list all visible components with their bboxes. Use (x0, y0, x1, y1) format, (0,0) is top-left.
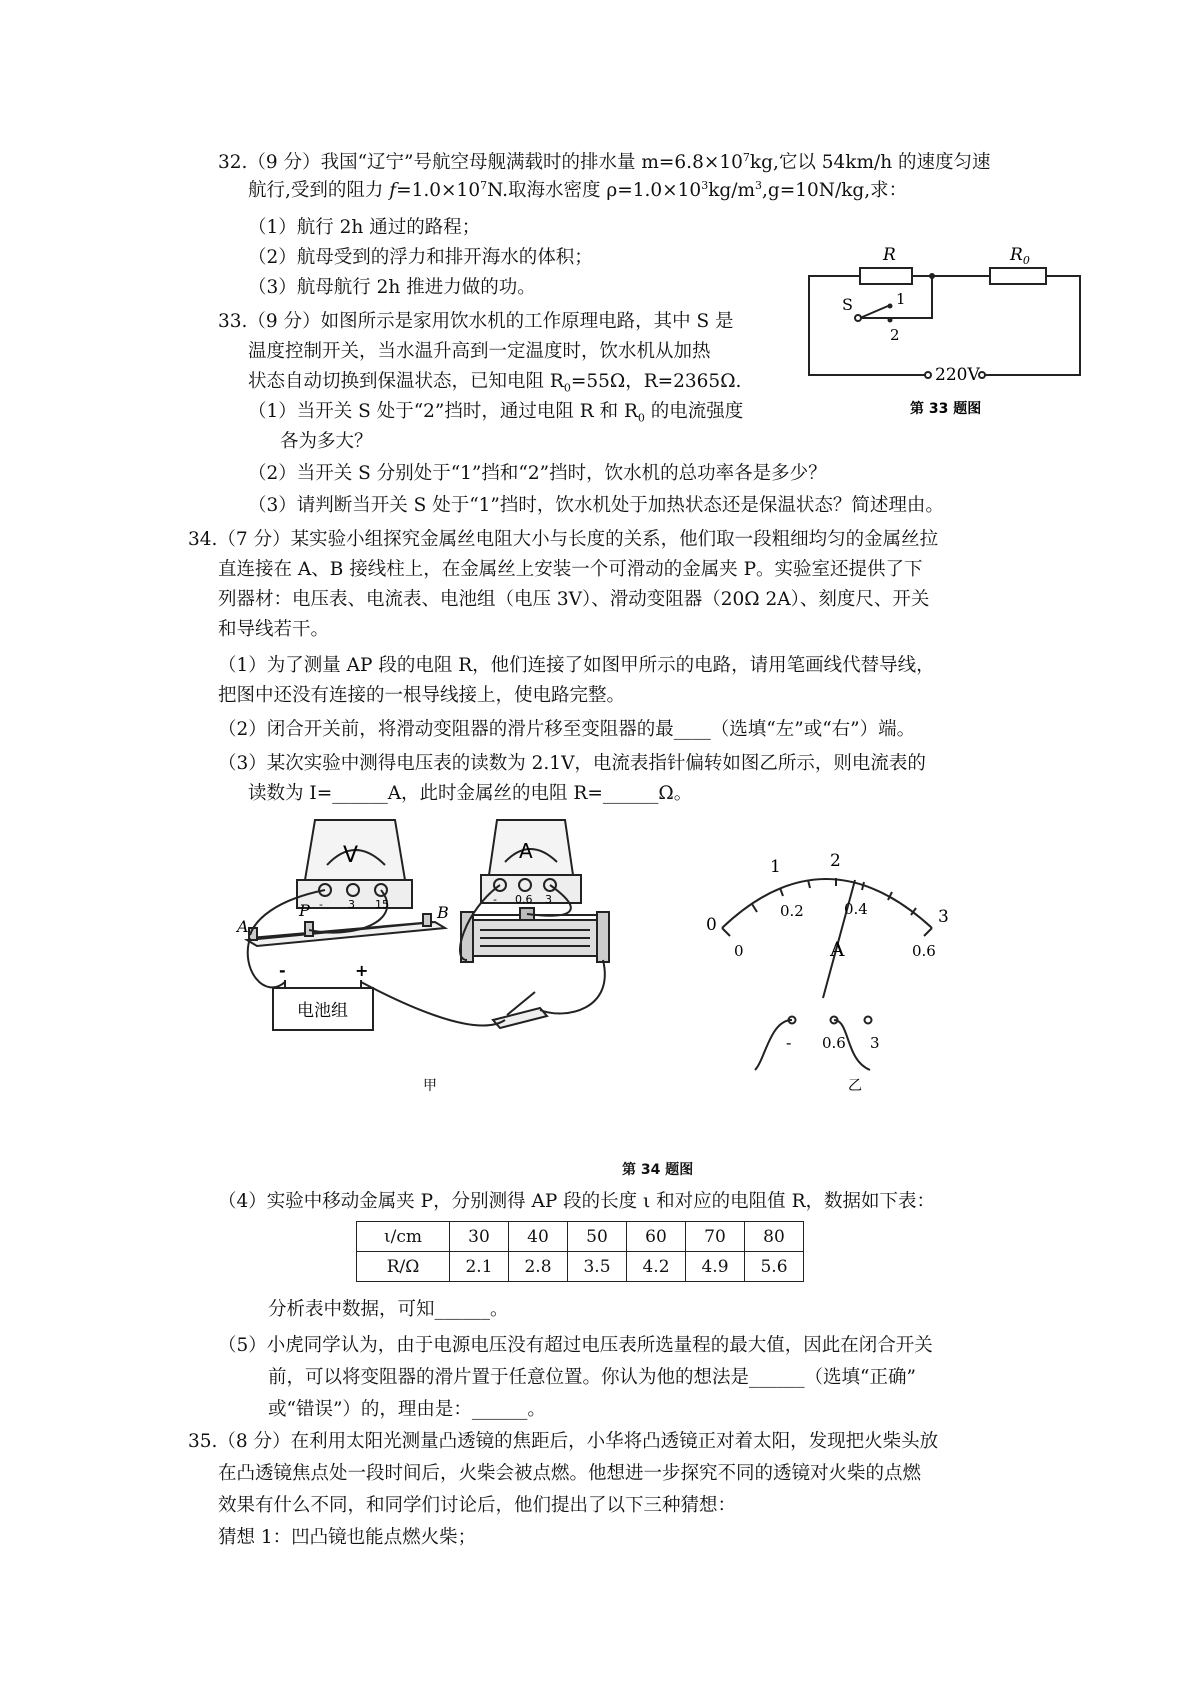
q32-sub-1: （1）航行 2h 通过的路程； (248, 217, 481, 238)
label-pos-1: 1 (896, 290, 906, 308)
label-S: S (842, 295, 853, 314)
q33-figure-caption: 第 33 题图 (910, 401, 982, 417)
svg-text:3: 3 (348, 898, 355, 911)
q35-line-3: 效果有什么不同，和同学们讨论后，他们提出了以下三种猜想： (218, 1495, 737, 1516)
q33-sub-1-cont: 各为多大？ (280, 431, 373, 452)
clip-P: P (299, 901, 310, 920)
table-row: R/Ω 2.1 2.8 3.5 4.2 4.9 5.6 (357, 1252, 804, 1282)
svg-text:0: 0 (734, 942, 744, 960)
q34-line-1: 34.（7 分）某实验小组探究金属丝电阻大小与长度的关系，他们取一段粗细均匀的金属丝拉 (188, 529, 939, 550)
svg-text:0: 0 (706, 915, 717, 935)
figure-jia-label: 甲 (423, 1078, 437, 1094)
svg-text:3: 3 (870, 1034, 880, 1052)
q34-line-3: 列器材：电压表、电流表、电池组（电压 3V）、滑动变阻器（20Ω 2A）、刻度尺、开关 (218, 589, 930, 610)
ammeter-label: A (519, 839, 533, 863)
q34-sub-1-cont: 把图中还没有连接的一根导线接上，使电路完整。 (218, 685, 626, 706)
q34-sub-1: （1）为了测量 AP 段的电阻 R，他们连接了如图甲所示的电路，请用笔画线代替导线， (218, 655, 935, 676)
q34-sub-2: （2）闭合开关前，将滑动变阻器的滑片移至变阻器的最____（选填“左”或“右”）端。 (218, 719, 916, 740)
q33-line-2: 温度控制开关，当水温升高到一定温度时，饮水机从加热 (248, 341, 711, 362)
q33-sub-3: （3）请判断当开关 S 处于“1”挡时，饮水机处于加热状态还是保温状态？简述理由。 (248, 495, 944, 516)
q35-line-1: 35.（8 分）在利用太阳光测量凸透镜的焦距后，小华将凸透镜正对着太阳，发现把火柴头放 (188, 1431, 939, 1452)
svg-text:0.6: 0.6 (822, 1034, 846, 1052)
q35-line-4: 猜想 1：凹凸镜也能点燃火柴； (218, 1527, 477, 1548)
q34-data-table (356, 1221, 804, 1282)
battery-minus: - (279, 961, 286, 980)
svg-text:0.6: 0.6 (912, 942, 936, 960)
q34-figure-jia (235, 810, 695, 1140)
dial-unit: A (830, 937, 845, 961)
svg-text:0.6: 0.6 (515, 893, 533, 906)
svg-text:0.2: 0.2 (780, 902, 804, 920)
battery-plus: + (355, 961, 369, 980)
q33-sub-2: （2）当开关 S 分别处于“1”挡和“2”挡时，饮水机的总功率各是多少？ (248, 463, 827, 484)
table-row: ι/cm 30 40 50 60 70 80 (357, 1222, 804, 1252)
q34-figure-yi (700, 840, 980, 1100)
q34-sub-4: （4）实验中移动金属夹 P，分别测得 AP 段的长度 ι 和对应的电阻值 R，数据如下表： (218, 1191, 935, 1212)
figure-yi-label: 乙 (848, 1078, 862, 1094)
q34-sub-4-cont: 分析表中数据，可知______。 (268, 1299, 509, 1320)
terminal-A: A (237, 917, 249, 936)
q32-sub-2: （2）航母受到的浮力和排开海水的体积； (248, 247, 593, 268)
svg-text:15: 15 (375, 898, 389, 911)
svg-text:3: 3 (938, 907, 949, 927)
svg-text:-: - (319, 898, 323, 911)
q34-line-2: 直连接在 A、B 接线柱上，在金属丝上安装一个可滑动的金属夹 P。实验室还提供了下 (218, 559, 923, 580)
svg-text:0.4: 0.4 (844, 900, 868, 918)
label-R: R (883, 245, 896, 265)
q34-sub-3-cont: 读数为 I=______A，此时金属丝的电阻 R=______Ω。 (248, 783, 693, 804)
svg-text:-: - (493, 893, 497, 906)
q34-sub-5: （5）小虎同学认为，由于电源电压没有超过电压表所选量程的最大值，因此在闭合开关 (218, 1335, 933, 1356)
q32-line-1: 32.（9 分）我国“辽宁”号航空母舰满载时的排水量 $m=6.8\times 10^7kg$,它以 54km/h 的速度匀速 (218, 150, 991, 173)
terminal-B: B (437, 903, 449, 922)
svg-text:-: - (786, 1033, 792, 1052)
q33-line-3: 状态自动切换到保温状态，已知电阻 $R_0=55\Omega$，R=2365Ω. (248, 371, 742, 395)
battery-label: 电池组 (297, 1001, 348, 1021)
voltmeter-label: V (343, 843, 359, 868)
q32-sub-3: （3）航母航行 2h 推进力做的功。 (248, 277, 536, 298)
label-voltage: 220V (935, 365, 980, 385)
label-pos-2: 2 (890, 326, 900, 344)
q33-sub-1: （1）当开关 S 处于“2”挡时，通过电阻 R 和 $R_0$ 的电流强度 (248, 401, 744, 425)
svg-text:R0: $R_0$ (1010, 245, 1030, 267)
q33-line-1: 33.（9 分）如图所示是家用饮水机的工作原理电路，其中 S 是 (218, 311, 734, 332)
label-R0: R (1010, 245, 1023, 265)
q32-line-2: 航行,受到的阻力 $f=1.0\times 10^7N$.取海水密度 $\rho=1.0\times 10^3kg/m^3,g=10N/kg$,求： (248, 178, 908, 201)
q33-circuit-figure (800, 240, 1090, 420)
q34-sub-3: （3）某次实验中测得电压表的读数为 2.1V，电流表指针偏转如图乙所示，则电流表的 (218, 753, 926, 774)
q34-line-4: 和导线若干。 (218, 619, 330, 640)
svg-text:3: 3 (545, 893, 552, 906)
q35-line-2: 在凸透镜焦点处一段时间后，火柴会被点燃。他想进一步探究不同的透镜对火柴的点燃 (218, 1463, 922, 1484)
svg-text:1: 1 (770, 857, 781, 877)
junction-dot (929, 273, 935, 279)
q34-sub-5-cont-2: 或“错误”）的，理由是：______。 (268, 1399, 546, 1420)
svg-text:2: 2 (830, 851, 841, 871)
q34-sub-5-cont-1: 前，可以将变阻器的滑片置于任意位置。你认为他的想法是______（选填“正确” (268, 1367, 916, 1388)
q34-figure-caption: 第 34 题图 (622, 1162, 694, 1178)
